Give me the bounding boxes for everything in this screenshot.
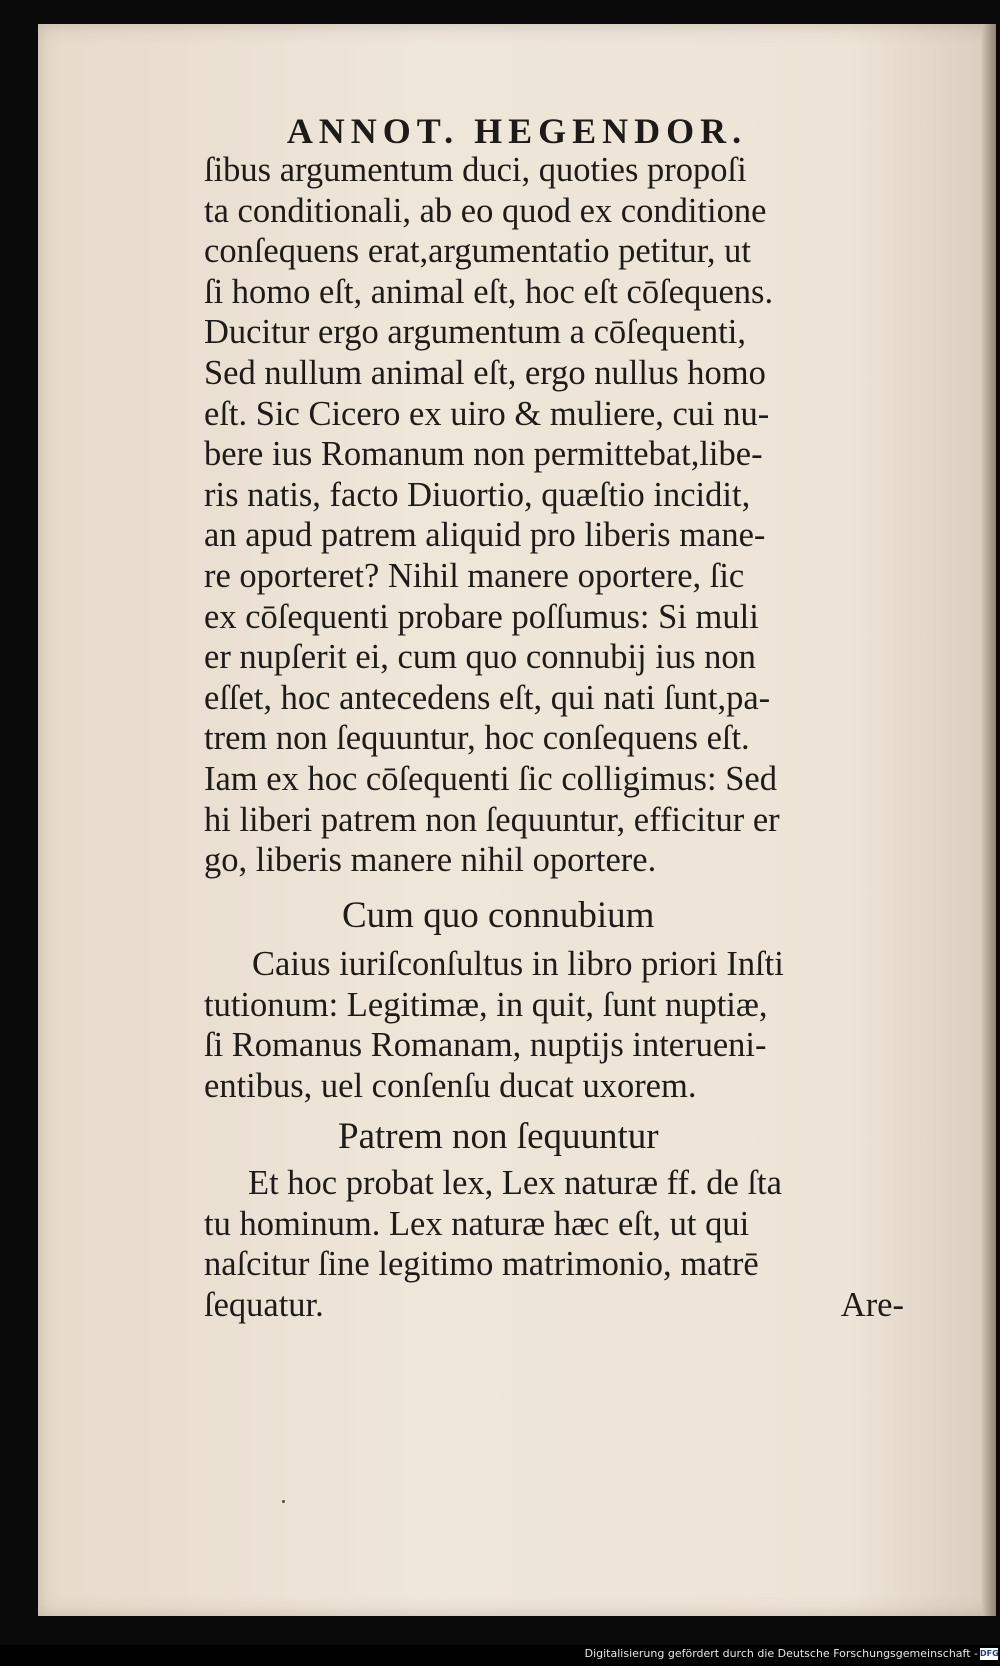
text-line: bere ius Romanum non permittebat,libe-	[204, 435, 763, 474]
running-head	[38, 110, 996, 152]
text-line: ſi Romanus Romanam, nuptijs interueni-	[204, 1026, 767, 1065]
section-paragraph	[204, 1163, 904, 1325]
dfg-logo: DFG	[980, 1649, 999, 1658]
text-line: Caius iuriſconſultus in libro priori Inſti	[252, 945, 784, 983]
page-edge	[982, 24, 996, 1616]
section-heading: Patrem non ſequuntur	[338, 1116, 659, 1157]
text-line: ris natis, facto Diuortio, quæſtio incidit,	[204, 475, 751, 514]
text-line: tutionum: Legitimæ, in quit, ſunt nuptiæ,	[204, 985, 768, 1024]
digitization-credit: Digitalisierung gefördert durch die Deutsche Forschungsgemeinschaft -	[584, 1647, 978, 1660]
section-paragraph	[204, 944, 904, 1106]
text-line: Et hoc probat lex, Lex naturæ ff. de ſta	[248, 1164, 782, 1202]
text-line: go, liberis manere nihil oportere.	[204, 841, 657, 880]
text-line: ta conditionali, ab eo quod ex conditione	[204, 191, 767, 230]
text-line: trem non ſequuntur, hoc conſequens eſt.	[204, 719, 750, 758]
text-line: naſcitur ſine legitimo matrimonio, matrē	[204, 1245, 759, 1284]
text-line: eſt. Sic Cicero ex uiro & muliere, cui nu-	[204, 394, 770, 433]
text-line	[204, 1285, 904, 1326]
text-line: er nupſerit ei, cum quo connubij ius non	[204, 638, 756, 677]
text-line: Iam ex hoc cōſequenti ſic colligimus: Sed	[204, 759, 777, 798]
text-line: ſi homo eſt, animal eſt, hoc eſt cōſequens.	[204, 272, 774, 311]
running-head-text: ANNOT. HEGENDOR.	[286, 111, 748, 151]
text-line: hi liberi patrem non ſequuntur, efficitur er	[204, 800, 780, 839]
text-line: ſibus argumentum duci, quoties propoſi	[204, 151, 747, 189]
text-line: Sed nullum animal eſt, ergo nullus homo	[204, 353, 766, 392]
section-heading: Cum quo connubium	[342, 895, 655, 936]
text-line: an apud patrem aliquid pro liberis mane-	[204, 516, 766, 555]
text-line: Ducitur ergo argumentum a cōſequenti,	[204, 313, 746, 352]
text-line: entibus, uel conſenſu ducat uxorem.	[204, 1066, 697, 1105]
main-text-block	[204, 150, 904, 881]
text-line: conſequens erat,argumentatio petitur, ut	[204, 232, 751, 271]
text-line: re oporteret? Nihil manere oportere, ſic	[204, 556, 745, 595]
text-line: eſſet, hoc antecedens eſt, qui nati ſunt,pa-	[204, 678, 771, 717]
text-line: ex cōſequenti probare poſſumus: Si muli	[204, 597, 759, 636]
paper-speck	[282, 1500, 285, 1503]
last-line-text: ſequatur.	[204, 1285, 324, 1324]
catchword: Are-	[840, 1285, 904, 1324]
text-line: tu hominum. Lex naturæ hæc eſt, ut qui	[204, 1204, 750, 1243]
